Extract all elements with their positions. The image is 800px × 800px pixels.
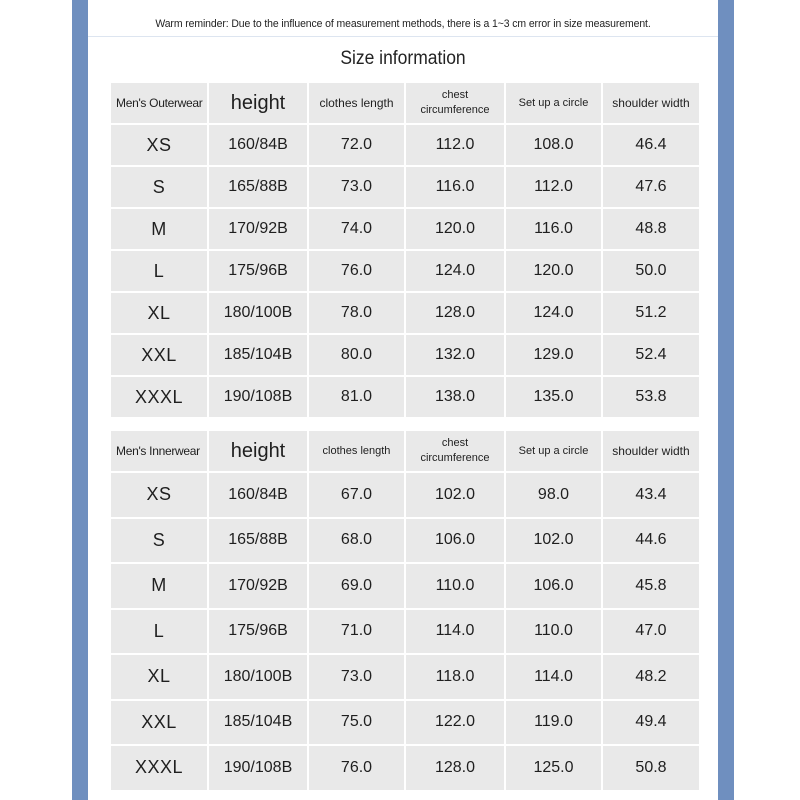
cell-clothes-length: 80.0 bbox=[309, 335, 404, 375]
header-shoulder-width: shoulder width bbox=[603, 431, 699, 471]
header-clothes-length: clothes length bbox=[309, 83, 404, 123]
cell-size: XXL bbox=[111, 335, 207, 375]
cell-chest-circumference: 120.0 bbox=[406, 209, 504, 249]
cell-size: XXXL bbox=[111, 746, 207, 790]
cell-size: XS bbox=[111, 125, 207, 165]
cell-clothes-length: 73.0 bbox=[309, 655, 404, 699]
cell-shoulder-width: 48.2 bbox=[603, 655, 699, 699]
section-title: Size information bbox=[340, 48, 466, 69]
cell-chest-circumference: 138.0 bbox=[406, 377, 504, 417]
cell-height: 190/108B bbox=[209, 746, 307, 790]
header-set-up-circle: Set up a circle bbox=[506, 83, 601, 123]
cell-chest-circumference: 102.0 bbox=[406, 473, 504, 517]
table-row bbox=[111, 519, 699, 563]
cell-size: XS bbox=[111, 473, 207, 517]
header-height: height bbox=[209, 83, 307, 123]
cell-clothes-length: 76.0 bbox=[309, 746, 404, 790]
header-category: Men's Outerwear bbox=[111, 83, 207, 123]
cell-shoulder-width: 43.4 bbox=[603, 473, 699, 517]
cell-height: 165/88B bbox=[209, 519, 307, 563]
cell-chest-circumference: 116.0 bbox=[406, 167, 504, 207]
cell-chest-circumference: 128.0 bbox=[406, 293, 504, 333]
cell-set-up-circle: 108.0 bbox=[506, 125, 601, 165]
cell-size: XXL bbox=[111, 701, 207, 745]
cell-shoulder-width: 45.8 bbox=[603, 564, 699, 608]
cell-size: XXXL bbox=[111, 377, 207, 417]
cell-shoulder-width: 50.0 bbox=[603, 251, 699, 291]
cell-set-up-circle: 135.0 bbox=[506, 377, 601, 417]
cell-set-up-circle: 110.0 bbox=[506, 610, 601, 654]
cell-clothes-length: 73.0 bbox=[309, 167, 404, 207]
warm-reminder: Warm reminder: Due to the influence of measurement methods, there is a 1~3 cm error in size measurement. bbox=[155, 18, 651, 30]
table-header-row bbox=[111, 83, 699, 123]
cell-clothes-length: 81.0 bbox=[309, 377, 404, 417]
table-row bbox=[111, 473, 699, 517]
cell-chest-circumference: 114.0 bbox=[406, 610, 504, 654]
cell-clothes-length: 72.0 bbox=[309, 125, 404, 165]
cell-chest-circumference: 106.0 bbox=[406, 519, 504, 563]
cell-shoulder-width: 44.6 bbox=[603, 519, 699, 563]
cell-size: M bbox=[111, 209, 207, 249]
right-side-border bbox=[718, 0, 734, 800]
cell-height: 160/84B bbox=[209, 125, 307, 165]
cell-clothes-length: 78.0 bbox=[309, 293, 404, 333]
cell-size: XL bbox=[111, 293, 207, 333]
cell-set-up-circle: 129.0 bbox=[506, 335, 601, 375]
header-chest-circumference: chest circumference bbox=[406, 83, 504, 123]
cell-size: L bbox=[111, 251, 207, 291]
header-category: Men's Innerwear bbox=[111, 431, 207, 471]
cell-shoulder-width: 49.4 bbox=[603, 701, 699, 745]
cell-shoulder-width: 51.2 bbox=[603, 293, 699, 333]
cell-size: XL bbox=[111, 655, 207, 699]
table-row bbox=[111, 251, 699, 291]
cell-size: L bbox=[111, 610, 207, 654]
cell-clothes-length: 76.0 bbox=[309, 251, 404, 291]
cell-height: 180/100B bbox=[209, 655, 307, 699]
cell-height: 160/84B bbox=[209, 473, 307, 517]
table-row bbox=[111, 564, 699, 608]
cell-shoulder-width: 50.8 bbox=[603, 746, 699, 790]
cell-chest-circumference: 112.0 bbox=[406, 125, 504, 165]
cell-size: M bbox=[111, 564, 207, 608]
size-chart-page bbox=[88, 0, 718, 800]
cell-height: 170/92B bbox=[209, 564, 307, 608]
cell-chest-circumference: 122.0 bbox=[406, 701, 504, 745]
cell-height: 165/88B bbox=[209, 167, 307, 207]
cell-set-up-circle: 119.0 bbox=[506, 701, 601, 745]
cell-chest-circumference: 110.0 bbox=[406, 564, 504, 608]
cell-set-up-circle: 102.0 bbox=[506, 519, 601, 563]
cell-shoulder-width: 46.4 bbox=[603, 125, 699, 165]
header-chest-circumference: chest circumference bbox=[406, 431, 504, 471]
header-height: height bbox=[209, 431, 307, 471]
cell-shoulder-width: 47.6 bbox=[603, 167, 699, 207]
table-row bbox=[111, 655, 699, 699]
cell-clothes-length: 68.0 bbox=[309, 519, 404, 563]
cell-chest-circumference: 118.0 bbox=[406, 655, 504, 699]
table-row bbox=[111, 125, 699, 165]
cell-height: 175/96B bbox=[209, 610, 307, 654]
cell-set-up-circle: 124.0 bbox=[506, 293, 601, 333]
header-set-up-circle: Set up a circle bbox=[506, 431, 601, 471]
cell-clothes-length: 71.0 bbox=[309, 610, 404, 654]
cell-size: S bbox=[111, 519, 207, 563]
cell-clothes-length: 74.0 bbox=[309, 209, 404, 249]
cell-shoulder-width: 52.4 bbox=[603, 335, 699, 375]
table-header-row bbox=[111, 431, 699, 471]
table-row bbox=[111, 167, 699, 207]
cell-height: 190/108B bbox=[209, 377, 307, 417]
table-row bbox=[111, 746, 699, 790]
table-row bbox=[111, 209, 699, 249]
cell-size: S bbox=[111, 167, 207, 207]
cell-height: 185/104B bbox=[209, 701, 307, 745]
cell-chest-circumference: 132.0 bbox=[406, 335, 504, 375]
cell-clothes-length: 67.0 bbox=[309, 473, 404, 517]
table-row bbox=[111, 610, 699, 654]
cell-set-up-circle: 125.0 bbox=[506, 746, 601, 790]
cell-set-up-circle: 120.0 bbox=[506, 251, 601, 291]
cell-height: 185/104B bbox=[209, 335, 307, 375]
table-row bbox=[111, 377, 699, 417]
divider bbox=[88, 36, 718, 37]
cell-set-up-circle: 116.0 bbox=[506, 209, 601, 249]
innerwear-size-table bbox=[109, 429, 701, 792]
cell-set-up-circle: 112.0 bbox=[506, 167, 601, 207]
left-side-border bbox=[72, 0, 88, 800]
cell-height: 180/100B bbox=[209, 293, 307, 333]
cell-chest-circumference: 124.0 bbox=[406, 251, 504, 291]
table-row bbox=[111, 335, 699, 375]
cell-shoulder-width: 53.8 bbox=[603, 377, 699, 417]
table-row bbox=[111, 701, 699, 745]
header-shoulder-width: shoulder width bbox=[603, 83, 699, 123]
table-row bbox=[111, 293, 699, 333]
cell-set-up-circle: 114.0 bbox=[506, 655, 601, 699]
cell-height: 175/96B bbox=[209, 251, 307, 291]
cell-chest-circumference: 128.0 bbox=[406, 746, 504, 790]
cell-set-up-circle: 98.0 bbox=[506, 473, 601, 517]
cell-height: 170/92B bbox=[209, 209, 307, 249]
cell-shoulder-width: 48.8 bbox=[603, 209, 699, 249]
cell-set-up-circle: 106.0 bbox=[506, 564, 601, 608]
cell-clothes-length: 69.0 bbox=[309, 564, 404, 608]
header-clothes-length: clothes length bbox=[309, 431, 404, 471]
cell-shoulder-width: 47.0 bbox=[603, 610, 699, 654]
cell-clothes-length: 75.0 bbox=[309, 701, 404, 745]
outerwear-size-table bbox=[109, 81, 701, 419]
